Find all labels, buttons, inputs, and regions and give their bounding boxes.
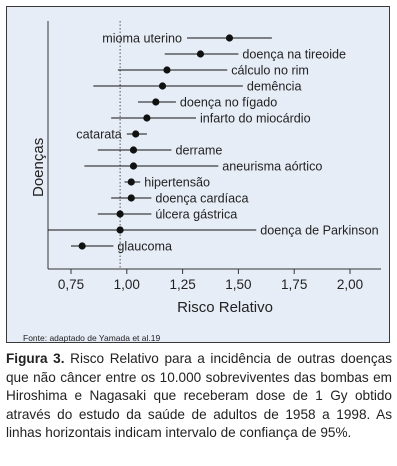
y-axis-label: Doenças [30,137,47,197]
point-estimate [143,114,150,121]
x-tick-label: 1,25 [169,277,196,292]
point-estimate [197,50,204,57]
point-estimate [152,98,159,105]
disease-label: demência [246,79,302,94]
disease-label: doença na tireoide [242,47,347,62]
point-estimate [163,66,170,73]
disease-label: úlcera gástrica [155,207,238,222]
x-tick-label: 1,00 [113,277,140,292]
x-axis-label: Risco Relativo [177,299,273,316]
point-estimate [130,146,137,153]
forest-plot [7,7,389,342]
disease-label: glaucoma [117,239,173,254]
point-estimate [159,82,166,89]
disease-label: derrame [175,143,223,158]
point-estimate [132,130,139,137]
point-estimate [117,226,124,233]
disease-label: infarto do miocárdio [199,111,311,126]
disease-label: mioma uterino [102,31,183,46]
x-tick-label: 1,50 [225,277,252,292]
point-estimate [128,194,135,201]
figure-panel [6,6,390,343]
point-estimate [128,178,135,185]
disease-label: catarata [76,127,122,142]
disease-label: hipertensão [144,175,211,190]
x-tick-label: 2,00 [336,277,364,292]
figure-source: Fonte: adaptado de Yamada et al.19 [23,333,161,343]
disease-label: aneurisma aórtico [222,159,323,174]
point-estimate [117,210,124,217]
caption-label: Figura 3. [6,351,65,366]
point-estimate [79,242,86,249]
caption-text: Risco Relativo para a incidência de outras doenças que não câncer entre os 10.000 sobreviventes das bombas em Hiroshima e Nagasaki que receberam dose de 1 Gy obtido através do estudo da saúde de adultos de 1958 a 1998. As linhas horizontais indicam intervalo de confiança de 95%. [6,351,393,441]
point-estimate [226,34,233,41]
disease-label: doença no fígado [179,95,278,110]
disease-label: doença de Parkinson [260,223,379,238]
figure-caption [6,350,392,443]
x-tick-label: 1,75 [281,277,308,292]
point-estimate [130,162,137,169]
disease-label: doença cardíaca [155,191,249,206]
disease-label: cálculo no rim [231,63,309,78]
x-tick-label: 0,75 [57,277,85,292]
